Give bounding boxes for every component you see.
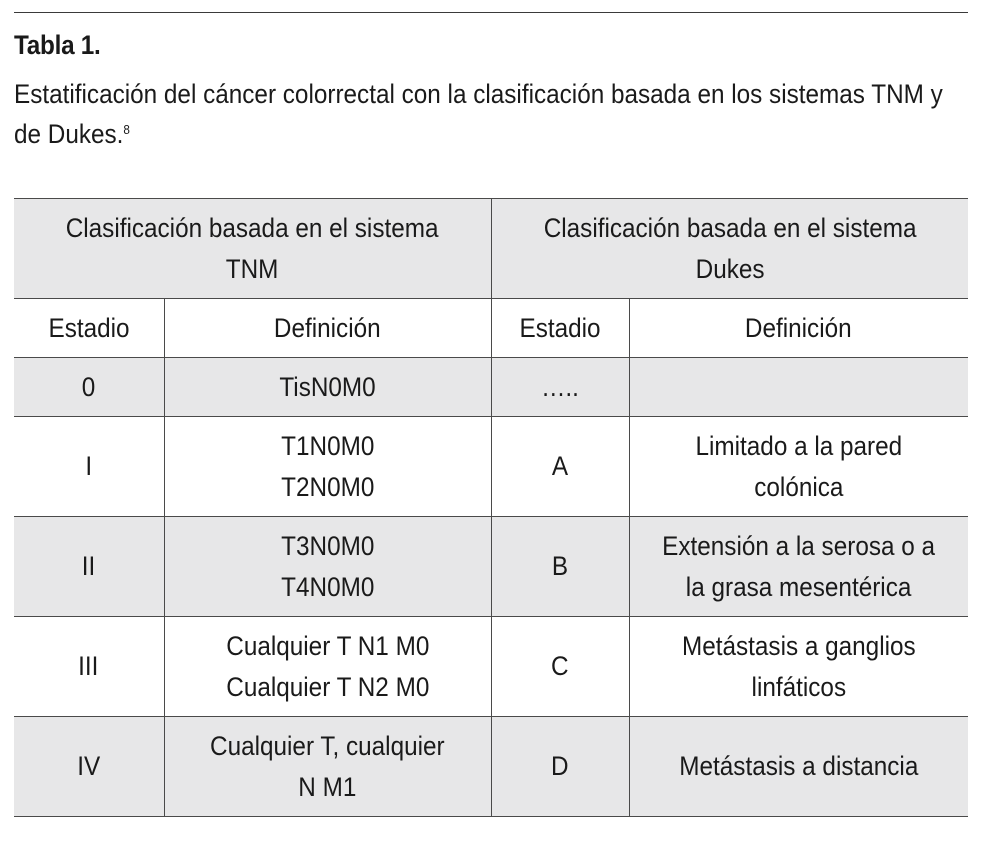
subheader-tnm-stage: Estadio <box>14 299 164 358</box>
def-line: linfáticos <box>751 671 847 702</box>
def-line: T4N0M0 <box>280 571 375 602</box>
table-row <box>14 417 968 517</box>
def-line: la grasa mesentérica <box>685 571 912 602</box>
table-row <box>14 358 968 417</box>
def-line: colónica <box>754 471 844 502</box>
cell-dukes-definition <box>629 717 968 817</box>
def-line: TisN0M0 <box>279 371 376 402</box>
def-line: N M1 <box>298 771 357 802</box>
cell-tnm-definition <box>164 358 491 417</box>
staging-table <box>14 198 968 817</box>
reference-superscript: 8 <box>123 122 130 137</box>
header-dukes-line1: Clasificación basada en el sistema <box>543 212 917 243</box>
cell-tnm-stage: II <box>14 517 164 617</box>
header-tnm-line2: TNM <box>225 253 279 284</box>
cell-dukes-definition <box>629 617 968 717</box>
table-row <box>14 517 968 617</box>
cell-dukes-definition <box>629 358 968 417</box>
cell-dukes-stage: ….. <box>491 358 629 417</box>
cell-dukes-definition <box>629 517 968 617</box>
def-line: Extensión a la serosa o a <box>662 530 936 561</box>
def-line: Cualquier T, cualquier <box>210 730 445 761</box>
header-dukes-system <box>491 199 968 299</box>
caption-body: Estatificación del cáncer colorrectal con la clasificación basada en los sistemas TNM y de Dukes. <box>14 79 943 149</box>
def-line: T3N0M0 <box>280 530 375 561</box>
table-row <box>14 717 968 817</box>
cell-dukes-stage: A <box>491 417 629 517</box>
cell-tnm-definition <box>164 717 491 817</box>
def-line: Cualquier T N1 M0 <box>225 630 430 661</box>
table-caption-title: Tabla 1. <box>14 30 101 60</box>
def-line: Metástasis a ganglios <box>681 630 916 661</box>
cell-dukes-definition <box>629 417 968 517</box>
header-dukes-line2: Dukes <box>695 253 765 284</box>
cell-tnm-stage: III <box>14 617 164 717</box>
subheader-dukes-stage: Estadio <box>491 299 629 358</box>
cell-dukes-stage: D <box>491 717 629 817</box>
cell-tnm-stage: 0 <box>14 358 164 417</box>
group-header-row <box>14 199 968 299</box>
cell-dukes-stage: C <box>491 617 629 717</box>
cell-tnm-definition <box>164 417 491 517</box>
top-rule <box>14 12 968 13</box>
cell-dukes-stage: B <box>491 517 629 617</box>
header-tnm-system <box>14 199 491 299</box>
subheader-tnm-definition: Definición <box>164 299 491 358</box>
cell-tnm-stage: I <box>14 417 164 517</box>
cell-tnm-stage: IV <box>14 717 164 817</box>
table-caption-text <box>14 74 968 154</box>
def-line: T2N0M0 <box>280 471 375 502</box>
def-line: Cualquier T N2 M0 <box>225 671 430 702</box>
cell-tnm-definition <box>164 517 491 617</box>
def-line: T1N0M0 <box>280 430 375 461</box>
sub-header-row <box>14 299 968 358</box>
cell-tnm-definition <box>164 617 491 717</box>
header-tnm-line1: Clasificación basada en el sistema <box>65 212 439 243</box>
def-line: Metástasis a distancia <box>679 751 919 781</box>
def-line: Limitado a la pared <box>695 430 903 461</box>
table-row <box>14 617 968 717</box>
subheader-dukes-definition: Definición <box>629 299 968 358</box>
